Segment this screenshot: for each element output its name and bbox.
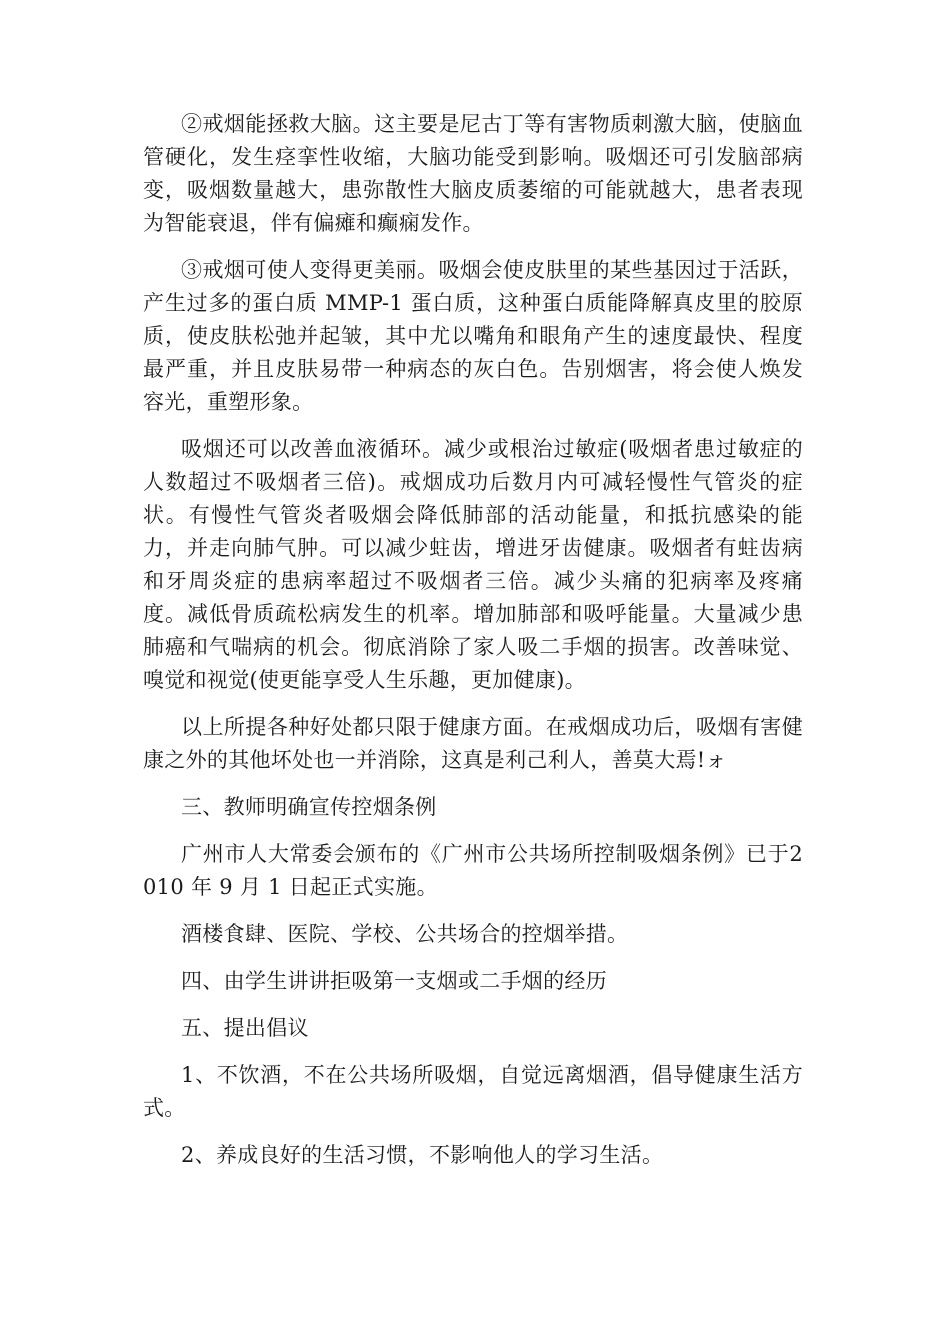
document-body	[143, 108, 803, 1186]
proposal-item-2: 2、养成良好的生活习惯，不影响他人的学习生活。	[181, 1143, 664, 1167]
section-heading-regulations: 三、教师明确宣传控烟条例	[181, 795, 437, 819]
paragraph-beauty-benefit: ③戒烟可使人变得更美丽。吸烟会使皮肤里的某些基因过于活跃，产生过多的蛋白质 MMP-1 蛋白质，这种蛋白质能降解真皮里的胶原质，使皮肤松弛并起皱，其中尤以嘴角和眼角产生的速度最快、程度最严重，并且皮肤易带一种病态的灰白色。告别烟害，将会使人焕发容光，重塑形象。	[143, 258, 803, 414]
proposal-item-1: 1、不饮酒，不在公共场所吸烟，自觉远离烟酒，倡导健康生活方式。	[143, 1063, 803, 1120]
paragraph-circulation-benefit: 吸烟还可以改善血液循环。减少或根治过敏症(吸烟者患过敏症的人数超过不吸烟者三倍)。戒烟成功后数月内可减轻慢性气管炎的症状。有慢性气管炎者吸烟会降低肺部的活动能量，和抵抗感染的能力，并走向肺气肿。可以减少蛀齿，增进牙齿健康。吸烟者有蛀齿病和牙周炎症的患病率超过不吸烟者三倍。减少头痛的犯病率及疼痛度。减低骨质疏松病发生的机率。增加肺部和吸呼能量。大量减少患肺癌和气喘病的机会。彻底消除了家人吸二手烟的损害。改善味觉、嗅觉和视觉(使更能享受人生乐趣，更加健康)。	[143, 437, 803, 692]
section-heading-student-experience: 四、由学生讲讲拒吸第一支烟或二手烟的经历	[181, 969, 607, 993]
paragraph-brain-benefit: ②戒烟能拯救大脑。这主要是尼古丁等有害物质刺激大脑，使脑血管硬化，发生痉挛性收缩，大脑功能受到影响。吸烟还可引发脑部病变，吸烟数量越大，患弥散性大脑皮质萎缩的可能就越大，患者表现为智能衰退，伴有偏瘫和癫痫发作。	[143, 112, 803, 235]
paragraph-guangzhou-regulation: 广州市人大常委会颁布的《广州市公共场所控制吸烟条例》已于2010 年 9 月 1 日起正式实施。	[143, 842, 803, 899]
section-heading-proposal: 五、提出倡议	[181, 1016, 309, 1040]
paragraph-public-measures: 酒楼食肆、医院、学校、公共场合的控烟举措。	[181, 922, 629, 946]
paragraph-summary: 以上所提各种好处都只限于健康方面。在戒烟成功后，吸烟有害健康之外的其他坏处也一并消除，这真是利己利人，善莫大焉!ォ	[143, 715, 803, 772]
